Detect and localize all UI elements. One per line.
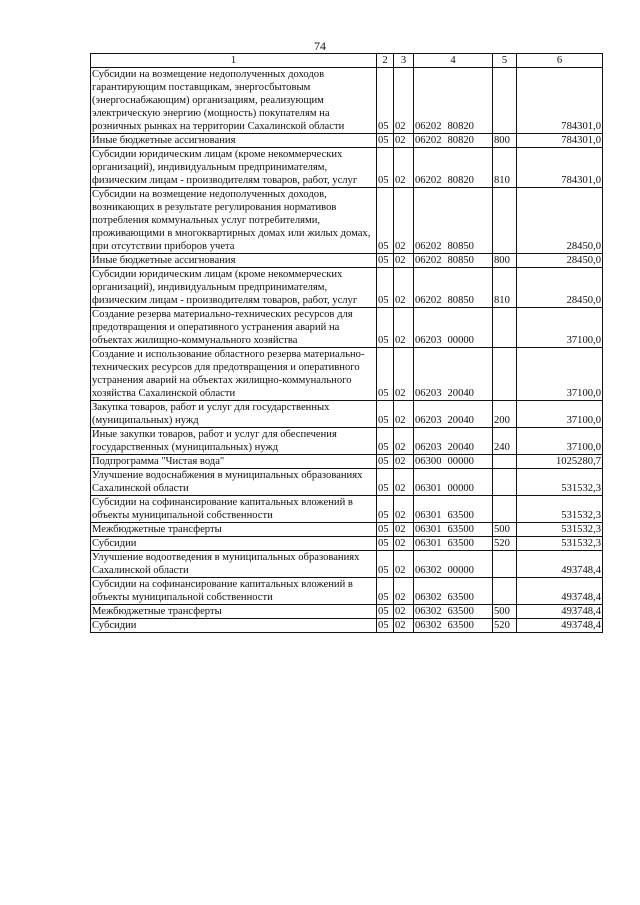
row-expense-type (493, 348, 517, 401)
expense-direction-code: 63500 (447, 510, 474, 521)
row-target-article (414, 254, 493, 268)
row-target-article (414, 551, 493, 578)
target-article-code: 06203 (415, 335, 442, 346)
row-target-article (414, 308, 493, 348)
row-section: 05 (377, 348, 394, 401)
row-expense-type (493, 188, 517, 254)
row-subsection: 02 (394, 496, 414, 523)
row-expense-type: 500 (493, 605, 517, 619)
row-expense-type (493, 455, 517, 469)
row-expense-type (493, 308, 517, 348)
row-section: 05 (377, 605, 394, 619)
row-name: Субсидии на софинансирование капитальных вложений в объекты муниципальной собственности (91, 496, 377, 523)
expense-direction-code: 00000 (447, 565, 474, 576)
target-article-code: 06202 (415, 241, 442, 252)
row-amount: 784301,0 (517, 68, 603, 134)
row-amount: 531532,3 (517, 537, 603, 551)
row-expense-type (493, 551, 517, 578)
row-target-article (414, 348, 493, 401)
page-number: 74 (314, 39, 326, 53)
row-amount: 493748,4 (517, 605, 603, 619)
target-article-code: 06202 (415, 295, 442, 306)
row-expense-type: 800 (493, 134, 517, 148)
table-row (91, 401, 603, 428)
target-article-code: 06203 (415, 442, 442, 453)
table-row (91, 254, 603, 268)
target-article-code: 06202 (415, 255, 442, 266)
row-target-article (414, 148, 493, 188)
expense-direction-code: 63500 (447, 606, 474, 617)
target-article-code: 06202 (415, 121, 442, 132)
header-col-3: 3 (394, 54, 414, 68)
target-article-code: 06301 (415, 510, 442, 521)
row-target-article (414, 523, 493, 537)
row-section: 05 (377, 148, 394, 188)
row-expense-type (493, 68, 517, 134)
row-expense-type (493, 496, 517, 523)
row-section: 05 (377, 401, 394, 428)
row-subsection: 02 (394, 469, 414, 496)
row-target-article (414, 68, 493, 134)
row-target-article (414, 469, 493, 496)
table-row (91, 188, 603, 254)
target-article-code: 06203 (415, 388, 442, 399)
row-target-article (414, 619, 493, 633)
row-name: Субсидии (91, 537, 377, 551)
row-section: 05 (377, 496, 394, 523)
table-row (91, 619, 603, 633)
table-row (91, 496, 603, 523)
row-target-article (414, 401, 493, 428)
expense-direction-code: 00000 (447, 335, 474, 346)
row-name: Создание резерва материально-технических ресурсов для предотвращения и оперативного устранения аварий на объектах жилищно-коммунального хозяйства (91, 308, 377, 348)
row-amount: 784301,0 (517, 134, 603, 148)
row-expense-type (493, 469, 517, 496)
row-section: 05 (377, 134, 394, 148)
table-row (91, 134, 603, 148)
row-expense-type: 800 (493, 254, 517, 268)
target-article-code: 06301 (415, 538, 442, 549)
row-target-article (414, 134, 493, 148)
row-amount: 37100,0 (517, 428, 603, 455)
row-amount: 493748,4 (517, 578, 603, 605)
row-subsection: 02 (394, 605, 414, 619)
table-row (91, 148, 603, 188)
expense-direction-code: 63500 (447, 620, 474, 631)
row-amount: 531532,3 (517, 523, 603, 537)
expense-direction-code: 20040 (447, 415, 474, 426)
expense-direction-code: 80820 (447, 121, 474, 132)
row-name: Улучшение водоотведения в муниципальных образованиях Сахалинской области (91, 551, 377, 578)
expense-direction-code: 63500 (447, 538, 474, 549)
row-subsection: 02 (394, 68, 414, 134)
target-article-code: 06202 (415, 135, 442, 146)
target-article-code: 06302 (415, 565, 442, 576)
row-subsection: 02 (394, 578, 414, 605)
row-subsection: 02 (394, 148, 414, 188)
expense-direction-code: 63500 (447, 524, 474, 535)
table-row (91, 68, 603, 134)
table-row (91, 455, 603, 469)
row-name: Межбюджетные трансферты (91, 605, 377, 619)
row-name: Межбюджетные трансферты (91, 523, 377, 537)
row-name: Субсидии юридическим лицам (кроме некоммерческих организаций), индивидуальным предпринимателям, физическим лицам - производителям товаров, работ, услуг (91, 268, 377, 308)
table-row (91, 578, 603, 605)
row-amount: 1025280,7 (517, 455, 603, 469)
row-expense-type: 520 (493, 619, 517, 633)
expense-direction-code: 00000 (447, 456, 474, 467)
row-amount: 37100,0 (517, 348, 603, 401)
row-amount: 493748,4 (517, 619, 603, 633)
row-expense-type: 500 (493, 523, 517, 537)
expense-direction-code: 20040 (447, 388, 474, 399)
row-section: 05 (377, 523, 394, 537)
table-row (91, 428, 603, 455)
row-amount: 28450,0 (517, 268, 603, 308)
row-subsection: 02 (394, 428, 414, 455)
row-expense-type (493, 578, 517, 605)
target-article-code: 06302 (415, 606, 442, 617)
row-subsection: 02 (394, 308, 414, 348)
expense-direction-code: 80850 (447, 241, 474, 252)
row-target-article (414, 605, 493, 619)
row-subsection: 02 (394, 619, 414, 633)
target-article-code: 06302 (415, 620, 442, 631)
row-name: Субсидии юридическим лицам (кроме некоммерческих организаций), индивидуальным предпринимателям, физическим лицам - производителям товаров, работ, услуг (91, 148, 377, 188)
row-section: 05 (377, 469, 394, 496)
budget-table (90, 53, 603, 633)
row-name: Иные закупки товаров, работ и услуг для обеспечения государственных (муниципальных) нужд (91, 428, 377, 455)
expense-direction-code: 80820 (447, 135, 474, 146)
row-target-article (414, 268, 493, 308)
header-col-6: 6 (517, 54, 603, 68)
row-section: 05 (377, 578, 394, 605)
row-section: 05 (377, 537, 394, 551)
row-target-article (414, 428, 493, 455)
expense-direction-code: 80820 (447, 175, 474, 186)
row-target-article (414, 578, 493, 605)
row-section: 05 (377, 619, 394, 633)
row-name: Субсидии на возмещение недополученных доходов, возникающих в результате регулирования нормативов потребления коммунальных услуг потребителями, проживающими в многоквартирных домах или жилых домах, при отсутствии приборов учета (91, 188, 377, 254)
row-name: Иные бюджетные ассигнования (91, 134, 377, 148)
row-section: 05 (377, 455, 394, 469)
row-subsection: 02 (394, 523, 414, 537)
row-amount: 531532,3 (517, 469, 603, 496)
expense-direction-code: 63500 (447, 592, 474, 603)
table-row (91, 605, 603, 619)
target-article-code: 06301 (415, 483, 442, 494)
row-name: Субсидии на софинансирование капитальных вложений в объекты муниципальной собственности (91, 578, 377, 605)
row-name: Субсидии (91, 619, 377, 633)
table-row (91, 469, 603, 496)
row-name: Закупка товаров, работ и услуг для государственных (муниципальных) нужд (91, 401, 377, 428)
row-amount: 493748,4 (517, 551, 603, 578)
row-target-article (414, 455, 493, 469)
expense-direction-code: 20040 (447, 442, 474, 453)
row-name: Иные бюджетные ассигнования (91, 254, 377, 268)
table-row (91, 551, 603, 578)
row-expense-type: 810 (493, 268, 517, 308)
row-section: 05 (377, 268, 394, 308)
row-amount: 37100,0 (517, 401, 603, 428)
table-header-row (91, 54, 603, 68)
row-subsection: 02 (394, 348, 414, 401)
header-col-5: 5 (493, 54, 517, 68)
row-amount: 531532,3 (517, 496, 603, 523)
target-article-code: 06203 (415, 415, 442, 426)
table-row (91, 537, 603, 551)
row-amount: 784301,0 (517, 148, 603, 188)
row-subsection: 02 (394, 455, 414, 469)
expense-direction-code: 80850 (447, 255, 474, 266)
row-name: Подпрограмма "Чистая вода" (91, 455, 377, 469)
row-section: 05 (377, 551, 394, 578)
row-amount: 37100,0 (517, 308, 603, 348)
row-subsection: 02 (394, 551, 414, 578)
row-expense-type: 200 (493, 401, 517, 428)
table-row (91, 523, 603, 537)
row-name: Улучшение водоснабжения в муниципальных образованиях Сахалинской области (91, 469, 377, 496)
row-target-article (414, 496, 493, 523)
row-target-article (414, 537, 493, 551)
expense-direction-code: 80850 (447, 295, 474, 306)
row-subsection: 02 (394, 134, 414, 148)
header-col-2: 2 (377, 54, 394, 68)
row-subsection: 02 (394, 537, 414, 551)
table-row (91, 348, 603, 401)
expense-direction-code: 00000 (447, 483, 474, 494)
row-section: 05 (377, 428, 394, 455)
row-section: 05 (377, 68, 394, 134)
row-section: 05 (377, 254, 394, 268)
table-row (91, 268, 603, 308)
row-subsection: 02 (394, 401, 414, 428)
row-amount: 28450,0 (517, 188, 603, 254)
table-row (91, 308, 603, 348)
row-subsection: 02 (394, 254, 414, 268)
row-section: 05 (377, 188, 394, 254)
row-section: 05 (377, 308, 394, 348)
target-article-code: 06202 (415, 175, 442, 186)
header-col-4: 4 (414, 54, 493, 68)
row-subsection: 02 (394, 188, 414, 254)
target-article-code: 06302 (415, 592, 442, 603)
row-target-article (414, 188, 493, 254)
row-subsection: 02 (394, 268, 414, 308)
target-article-code: 06301 (415, 524, 442, 535)
row-expense-type: 520 (493, 537, 517, 551)
header-col-1: 1 (91, 54, 377, 68)
row-name: Создание и использование областного резерва материально-технических ресурсов для предотвращения и оперативного устранения аварий на объектах жилищно-коммунального хозяйства Сахалинской области (91, 348, 377, 401)
target-article-code: 06300 (415, 456, 442, 467)
row-name: Субсидии на возмещение недополученных доходов гарантирующим поставщикам, энергосбытовым (энергоснабжающим) организациям, реализующим электрическую энергию (мощность) покупателям на розничных рынках на территории Сахалинской области (91, 68, 377, 134)
row-expense-type: 240 (493, 428, 517, 455)
row-amount: 28450,0 (517, 254, 603, 268)
row-expense-type: 810 (493, 148, 517, 188)
